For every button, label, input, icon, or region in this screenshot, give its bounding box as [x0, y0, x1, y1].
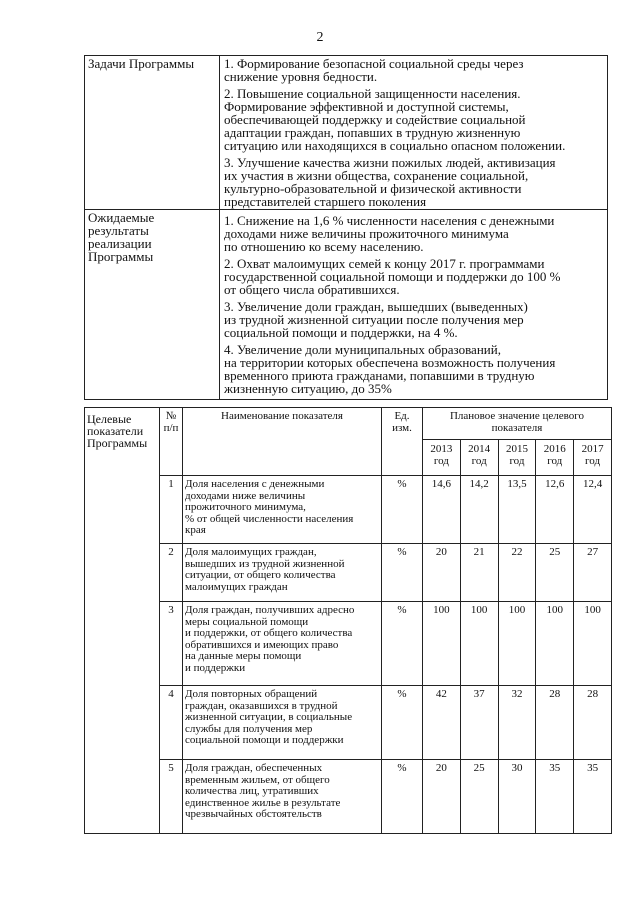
table-row — [85, 686, 612, 760]
value-2016: 35 — [536, 760, 574, 834]
value-2014: 14,2 — [460, 476, 498, 544]
value-2015: 22 — [498, 544, 536, 602]
result-item: 4. Увеличение доли муниципальных образований, на территории которых обеспечена возможность получения временного приюта гражданами, попавшими в трудную жизненную ситуацию, до 35% — [224, 342, 556, 396]
task-item: 2. Повышение социальной защищенности населения. Формирование эффективной и доступной системы, обеспечивающей поддержку и содействие социальной адаптации граждан, попавших в трудную жизненную ситуацию или находящихся в социально опасном положении. — [224, 86, 566, 153]
table-row — [85, 760, 612, 834]
indicator-name: Доля населения с денежными доходами ниже величины прожиточного минимума, % от общей численности населения края — [183, 476, 382, 544]
row-number: 2 — [160, 544, 183, 602]
value-2014: 100 — [460, 602, 498, 686]
section-label: Целевые показатели Программы — [85, 408, 160, 834]
table-row — [85, 602, 612, 686]
indicator-unit: % — [382, 602, 423, 686]
indicator-unit: % — [382, 476, 423, 544]
header-row — [85, 408, 612, 440]
row-number: 3 — [160, 602, 183, 686]
value-2017: 28 — [574, 686, 612, 760]
value-2013: 20 — [423, 760, 461, 834]
planned-value-header: Плановое значение целевого показателя — [423, 408, 612, 440]
indicator-name: Доля граждан, получивших адресно меры социальной помощи и поддержки, от общего количества обратившихся и имеющих право на данные меры помощи и поддержки — [183, 602, 382, 686]
target-indicators-table — [84, 407, 612, 834]
value-2017: 27 — [574, 544, 612, 602]
name-header: Наименование показателя — [183, 408, 382, 476]
value-2014: 21 — [460, 544, 498, 602]
row-number: 4 — [160, 686, 183, 760]
indicator-name: Доля малоимущих граждан, вышедших из трудной жизненной ситуации, от общего количества малоимущих граждан — [183, 544, 382, 602]
year-header: 2016 год — [536, 440, 574, 476]
year-header: 2014 год — [460, 440, 498, 476]
indicator-name: Доля граждан, обеспеченных временным жильем, от общего количества лиц, утративших единственное жилье в результате чрезвычайных обстоятельств — [183, 760, 382, 834]
page-number: 2 — [316, 30, 324, 45]
expected-results-row — [85, 210, 608, 400]
indicator-unit: % — [382, 544, 423, 602]
value-2015: 30 — [498, 760, 536, 834]
year-header: 2017 год — [574, 440, 612, 476]
program-passport-table — [84, 55, 608, 400]
value-2016: 12,6 — [536, 476, 574, 544]
expected-results-label: Ожидаемые результаты реализации Программы — [85, 210, 220, 400]
value-2017: 35 — [574, 760, 612, 834]
value-2014: 37 — [460, 686, 498, 760]
row-number: 1 — [160, 476, 183, 544]
num-header: № п/п — [160, 408, 183, 476]
value-2016: 25 — [536, 544, 574, 602]
indicator-name: Доля повторных обращений граждан, оказавшихся в трудной жизненной ситуации, в социальные службы для получения мер социальной помощи и поддержки — [183, 686, 382, 760]
year-header: 2015 год — [498, 440, 536, 476]
indicator-unit: % — [382, 686, 423, 760]
row-number: 5 — [160, 760, 183, 834]
value-2015: 100 — [498, 602, 536, 686]
task-item: 3. Улучшение качества жизни пожилых людей, активизация их участия в жизни общества, сохранение социальной, культурно-образовательной и физической активности представителей старшего поколения — [224, 155, 556, 209]
value-2013: 14,6 — [423, 476, 461, 544]
value-2013: 100 — [423, 602, 461, 686]
table-row — [85, 476, 612, 544]
value-2015: 32 — [498, 686, 536, 760]
value-2013: 42 — [423, 686, 461, 760]
result-item: 3. Увеличение доли граждан, вышедших (выведенных) из трудной жизненной ситуации после получения мер социальной помощи и поддержки, на 4 %. — [224, 299, 528, 340]
year-header: 2013 год — [423, 440, 461, 476]
tasks-row — [85, 56, 608, 210]
value-2015: 13,5 — [498, 476, 536, 544]
value-2017: 12,4 — [574, 476, 612, 544]
value-2014: 25 — [460, 760, 498, 834]
result-item: 1. Снижение на 1,6 % численности населения с денежными доходами ниже величины прожиточного минимума по отношению ко всему населению. — [224, 213, 555, 254]
tasks-label: Задачи Программы — [85, 56, 220, 210]
task-item: 1. Формирование безопасной социальной среды через снижение уровня бедности. — [224, 56, 524, 84]
expected-results-content — [220, 210, 608, 400]
indicator-unit: % — [382, 760, 423, 834]
table-row — [85, 544, 612, 602]
value-2017: 100 — [574, 602, 612, 686]
tasks-content — [220, 56, 608, 210]
value-2016: 100 — [536, 602, 574, 686]
value-2016: 28 — [536, 686, 574, 760]
unit-header: Ед. изм. — [382, 408, 423, 476]
result-item: 2. Охват малоимущих семей к концу 2017 г. программами государственной социальной помощи и поддержки до 100 % от общего числа обратившихся. — [224, 256, 561, 297]
value-2013: 20 — [423, 544, 461, 602]
